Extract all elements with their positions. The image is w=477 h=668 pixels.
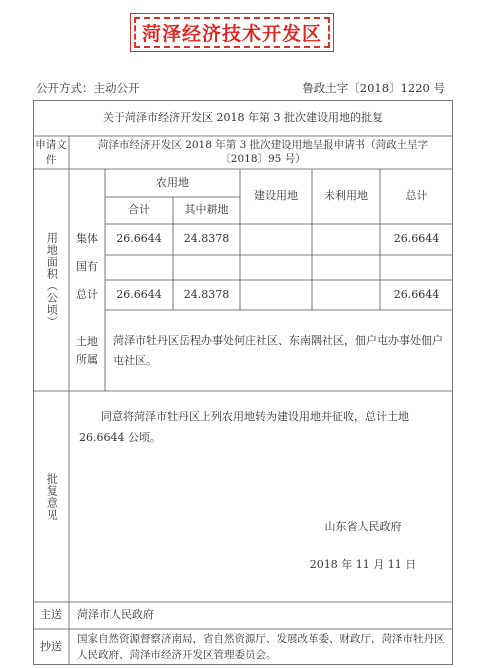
cc-value: 国家自然资源督察济南局，省自然资源厅、发展改革委、财政厅，菏泽市牡丹区人民政府、菏泽市经济开发区管理委员会。: [77, 632, 445, 661]
cell-state-subtotal: [105, 255, 173, 280]
cell-total-subtotal: 26.6644: [116, 287, 162, 301]
document-title: 关于菏泽市经济开发区 2018 年第 3 批次建设用地的批复: [103, 110, 383, 124]
cell-state-farmland: [173, 255, 240, 280]
stamp-title-box: [130, 13, 334, 52]
cell-collective-farmland: 24.8378: [183, 232, 230, 246]
cell-collective-unused: [312, 224, 380, 255]
ag-land-header: 农用地: [156, 175, 189, 189]
apply-text: 菏泽市经济开发区 2018 年第 3 批次建设用地呈报申请书（菏政土呈字〔2018〕95 号）: [97, 138, 429, 165]
area-label: 用地面积（公顷）: [45, 232, 59, 328]
approval-table: [33, 100, 453, 665]
approval-text: 同意将菏泽市牡丹区上列农用地转为建设用地并征收，总计土地 26.6644 公顷。: [79, 410, 409, 444]
approval-label: 批复意见: [45, 472, 59, 521]
main-to-value: 菏泽市人民政府: [77, 608, 154, 622]
cell-collective-construction: [240, 224, 312, 255]
location-text: 菏泽市牡丹区岳程办事处何庄社区、东南隅社区，佃户屯办事处佃户屯社区。: [113, 333, 443, 367]
cell-collective-total: 26.6644: [393, 232, 440, 246]
cell-total-farmland: 24.8378: [183, 287, 230, 301]
farmland-header: 其中耕地: [184, 203, 229, 217]
unused-header: 未利用地: [324, 189, 368, 203]
stamp-title: 菏泽经济技术开发区: [134, 17, 330, 48]
cell-total-unused: [312, 280, 380, 310]
cc-label: 抄送: [40, 639, 62, 653]
approval-authority: 山东省人民政府: [324, 519, 402, 533]
subtotal-header: 合计: [128, 203, 150, 217]
location-label: 土地所属: [76, 334, 98, 366]
apply-label: 申请文件: [35, 139, 67, 166]
main-to-label: 主送: [40, 608, 62, 622]
cell-state-total: [380, 255, 453, 280]
cell-collective-subtotal: 26.6644: [116, 232, 162, 246]
cell-total-construction: [240, 280, 312, 310]
construction-header: 建设用地: [254, 189, 298, 203]
row-label-total: 总计: [76, 287, 98, 301]
cell-state-unused: [312, 255, 380, 280]
disclosure-mode: 公开方式：主动公开: [36, 81, 140, 95]
row-label-state: 国有: [76, 260, 98, 274]
approval-date: 2018 年 11 月 11 日: [309, 557, 417, 571]
document-number: 鲁政土字〔2018〕1220 号: [302, 81, 445, 95]
cell-total-total: 26.6644: [393, 287, 440, 301]
row-label-collective: 集体: [76, 232, 98, 246]
total-header: 总计: [405, 189, 428, 203]
cell-state-construction: [240, 255, 312, 280]
